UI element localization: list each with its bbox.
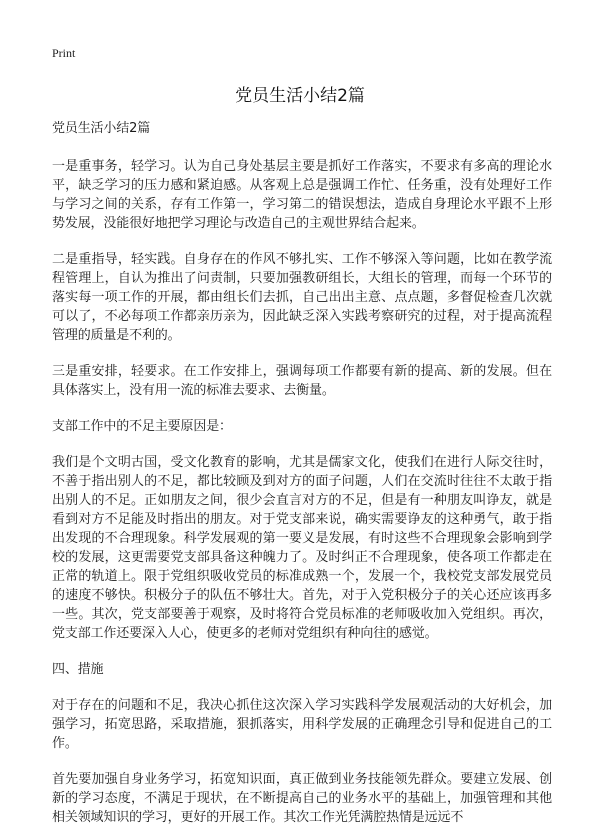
page-title: 党员生活小结2篇 <box>235 86 365 106</box>
paragraph: 三是重安排，轻要求。在工作安排上，强调每项工作都要有新的提高、新的发展。但在具体落实上，没有用一流的标准去要求、去衡量。 <box>52 364 552 398</box>
paragraph: 我们是个文明古国，受文化教育的影响，尤其是儒家文化，使我们在进行人际交往时，不善于指出别人的不足，都比较顾及到对方的面子问题，人们在交流时往往不太敢于指出别人的不足。正如朋友之间，很少会直言对方的不足，但是有一种朋友叫诤友，就是看到对方不足能及时指出的朋友。对于党支部来说，确实需要诤友的这种勇气，敢于指出发现的不合理现象。科学发展观的第一要义是发展，有时这些不合理现象会影响到学校的发展，这更需要党支部具备这种魄力了。及时纠正不合理现象，使各项工作都走在正常的轨道上。限于党组织吸收党员的标准成熟一个，发展一个，我校党支部发展党员的速度不够快。积极分子的队伍不够壮大。首先，对于入党积极分子的关心还应该再多一些。其次，党支部要善于观察，及时将符合党员标准的老师吸收加入党组织。再次，党支部工作还要深入人心，使更多的老师对党组织有种向往的感觉。 <box>52 455 552 641</box>
paragraph: 一是重事务，轻学习。认为自己身处基层主要是抓好工作落实，不要求有多高的理论水平，缺乏学习的压力感和紧迫感。从客观上总是强调工作忙、任务重，没有处理好工作与学习之间的关系，存有工作第一，学习第二的错误想法，造成自身理论水平跟不上形势发展，没能很好地把学习理论与改造自己的主观世界结合起来。 <box>52 159 552 231</box>
paragraph: 二是重指导，轻实践。自身存在的作风不够扎实、工作不够深入等问题，比如在教学流程管理上，自认为推出了问责制，只要加强教研组长，大组长的管理，而每一个环节的落实每一项工作的开展，都由组长们去抓，自己出出主意、点点题，多督促检查几次就可以了，不必每项工作都亲历亲为，因此缺乏深入实践考察研究的过程，对于提高流程管理的质量是不利的。 <box>52 252 552 343</box>
paragraph: 对于存在的问题和不足，我决心抓住这次深入学习实践科学发展观活动的大好机会，加强学习，拓宽思路，采取措施，狠抓落实，用科学发展的正确理念引导和促进自己的工作。 <box>52 698 552 751</box>
document-subtitle: 党员生活小结2篇 <box>52 121 151 136</box>
section-heading: 四、措施 <box>52 662 104 677</box>
paragraph: 首先要加强自身业务学习，拓宽知识面，真正做到业务技能领先群众。要建立发展、创新的学习态度，不满足于现状，在不断提高自己的业务水平的基础上，加强管理和其他相关领域知识的学习，更好的开展工作。其次工作光凭满腔热情是远远不 <box>52 772 552 825</box>
section-heading: 支部工作中的不足主要原因是： <box>52 419 232 434</box>
print-link[interactable]: Print <box>52 46 76 60</box>
document-body <box>52 119 552 828</box>
